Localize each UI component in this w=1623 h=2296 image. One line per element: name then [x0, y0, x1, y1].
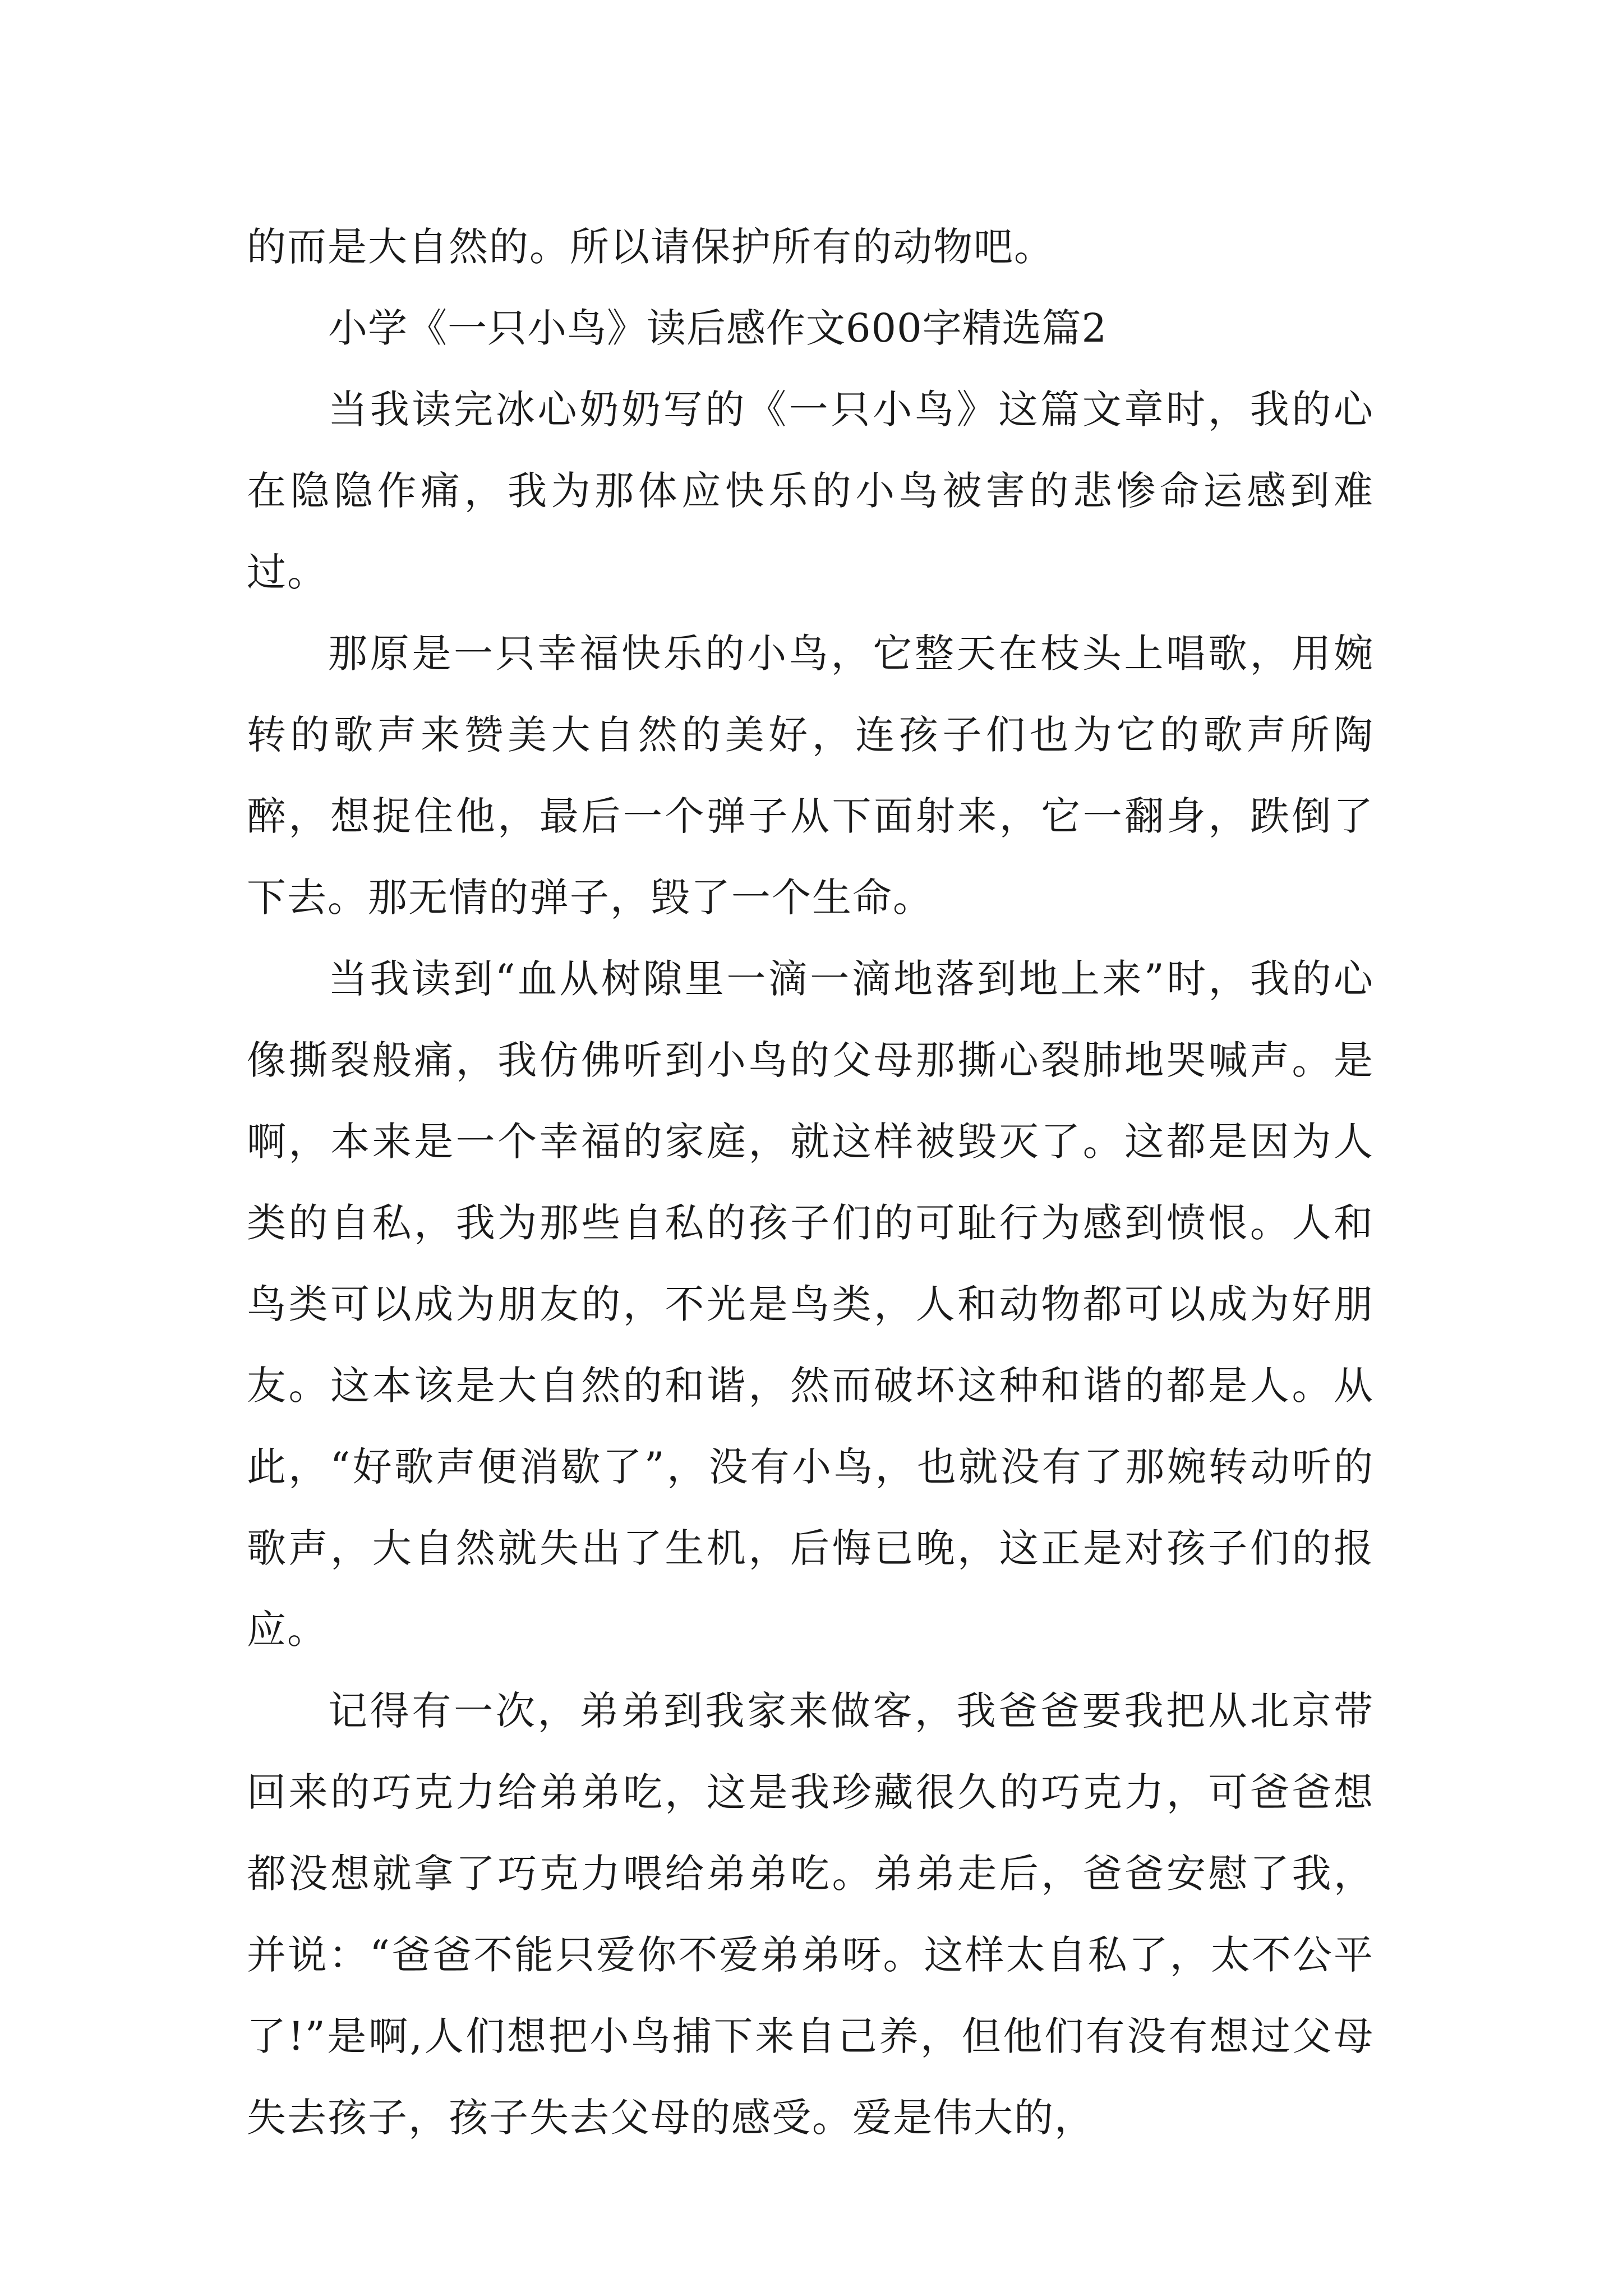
paragraph-continuation: 的而是大自然的。所以请保护所有的动物吧。 [247, 224, 1054, 270]
paragraph-4: 记得有一次，弟弟到我家来做客，我爸爸要我把从北京带回来的巧克力给弟弟吃，这是我珍藏很久的巧克力，可爸爸想都没想就拿了巧克力喂给弟弟吃。弟弟走后，爸爸安慰了我，并说：“爸爸不能只爱你不爱弟弟呀。这样太自私了，太不公平了!”是啊,人们想把小鸟捕下来自己养，但他们有没有想过父母失去孩子，孩子失去父母的感受。爱是伟大的， [247, 1688, 1374, 2141]
document-body [247, 206, 1374, 2159]
paragraph-1: 当我读完冰心奶奶写的《一只小鸟》这篇文章时，我的心在隐隐作痛，我为那体应快乐的小鸟被害的悲惨命运感到难过。 [247, 386, 1374, 595]
paragraph-2: 那原是一只幸福快乐的小鸟，它整天在枝头上唱歌，用婉转的歌声来赞美大自然的美好，连孩子们也为它的歌声所陶醉，想捉住他，最后一个弹子从下面射来，它一翻身，跌倒了下去。那无情的弹子，毁了一个生命。 [247, 631, 1374, 921]
section-heading: 小学《一只小鸟》读后感作文600字精选篇2 [328, 305, 1108, 351]
paragraph-3: 当我读到“血从树隙里一滴一滴地落到地上来”时，我的心像撕裂般痛，我仿佛听到小鸟的父母那撕心裂肺地哭喊声。是啊，本来是一个幸福的家庭，就这样被毁灭了。这都是因为人类的自私，我为那些自私的孩子们的可耻行为感到愤恨。人和鸟类可以成为朋友的，不光是鸟类，人和动物都可以成为好朋友。这本该是大自然的和谐，然而破坏这种和谐的都是人。从此，“好歌声便消歇了”，没有小鸟，也就没有了那婉转动听的歌声，大自然就失出了生机，后悔已晚，这正是对孩子们的报应。 [247, 956, 1374, 1653]
